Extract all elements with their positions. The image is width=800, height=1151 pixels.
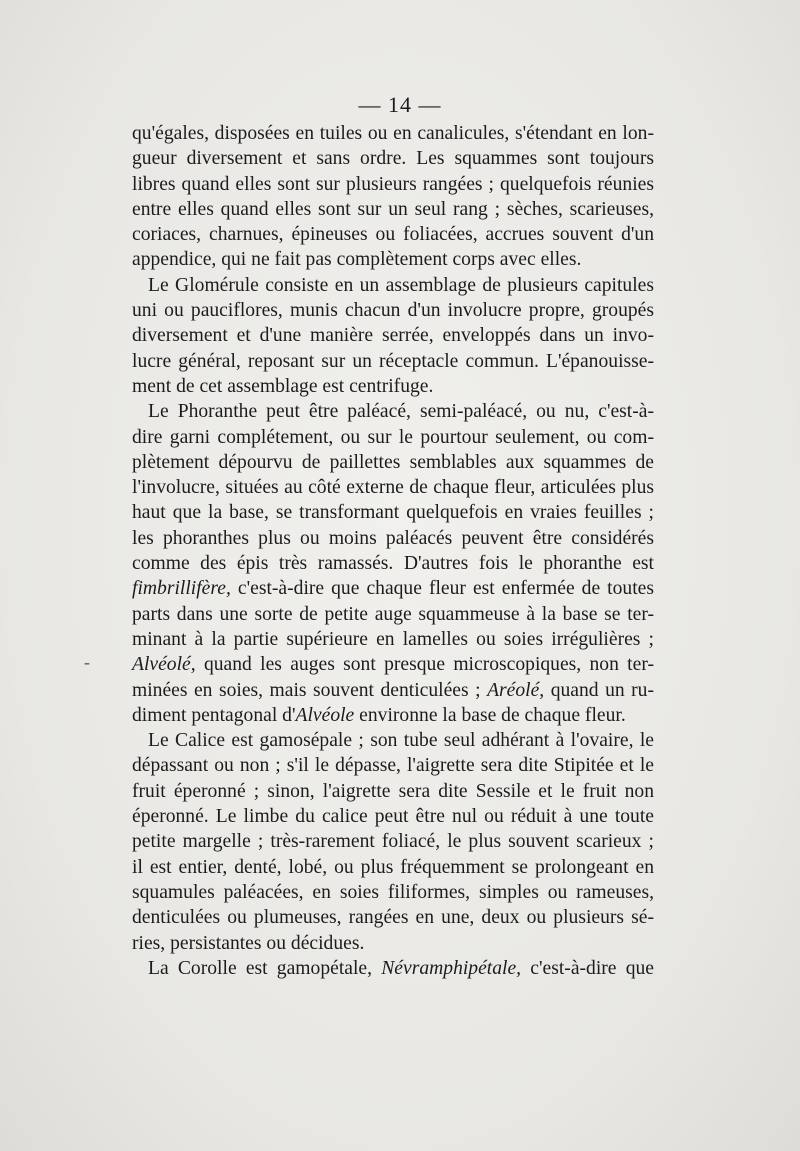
text-line (132, 855, 654, 880)
margin-mark: - (84, 652, 90, 672)
text-segment: Le Phoranthe peut être paléacé, semi-paléacé, ou nu, c'est-à- (148, 401, 654, 423)
text-segment: c'est-à-dire que chaque fleur est enfermée de toutes (230, 578, 654, 600)
text-segment: comme des épis très ramassés. D'autres fois le phoranthe est (132, 553, 654, 575)
italic-term: fimbrillifère, (132, 578, 231, 600)
text-segment: il est entier, denté, lobé, ou plus fréquemment se prolongeant en (132, 856, 654, 878)
text-line (132, 247, 654, 272)
text-segment: minant à la partie supérieure en lamelles ou soies irrégulières ; (132, 628, 654, 650)
text-segment: l'involucre, situées au côté externe de chaque fleur, articulées plus (132, 477, 654, 499)
text-segment: ries, persistantes ou décidues. (132, 932, 365, 954)
italic-term: Alvéolé, (132, 654, 196, 676)
text-segment: squamules paléacées, en soies filiformes, simples ou rameuses, (132, 881, 654, 903)
text-segment: uni ou pauciflores, munis chacun d'un involucre propre, groupés (132, 300, 654, 322)
text-segment: coriaces, charnues, épineuses ou foliacées, accrues souvent d'un (132, 224, 654, 246)
text-line (132, 652, 654, 677)
text-segment: lucre général, reposant sur un réceptacle commun. L'épanouisse- (132, 350, 654, 372)
text-line (132, 931, 654, 956)
text-segment: c'est-à-dire que (521, 957, 654, 979)
text-segment: La Corolle est gamopétale, (148, 957, 382, 979)
text-segment: quand un ru- (544, 679, 654, 701)
text-segment: ment de cet assemblage est centrifuge. (132, 375, 434, 397)
text-segment: quand les auges sont presque microscopiques, non ter- (195, 654, 654, 676)
text-line (132, 728, 654, 753)
italic-term: Névramphipétale, (381, 957, 522, 979)
text-line (132, 880, 654, 905)
text-line (132, 222, 654, 247)
text-segment: dépassant ou non ; s'il le dépasse, l'aigrette sera dite Stipitée et le (132, 755, 654, 777)
text-line (132, 602, 654, 627)
text-segment: Le Calice est gamosépale ; son tube seul adhérant à l'ovaire, le (148, 730, 654, 752)
text-line (132, 273, 654, 298)
text-line (132, 121, 654, 146)
text-line (132, 905, 654, 930)
text-line (132, 804, 654, 829)
text-line (132, 779, 654, 804)
text-line (132, 323, 654, 348)
text-line (132, 475, 654, 500)
text-line (132, 298, 654, 323)
text-segment: plètement dépourvu de paillettes semblables aux squammes de (132, 451, 654, 473)
text-segment: haut que la base, se transformant quelquefois en vraies feuilles ; (132, 502, 654, 524)
text-line (132, 576, 654, 601)
text-line (132, 425, 654, 450)
text-segment: fruit éperonné ; sinon, l'aigrette sera dite Sessile et le fruit non (132, 780, 654, 802)
text-line (132, 197, 654, 222)
text-line (132, 956, 654, 981)
italic-term: Alvéole (295, 704, 355, 726)
text-segment: parts dans une sorte de petite auge squammeuse à la base se ter- (132, 603, 654, 625)
text-line (132, 399, 654, 424)
text-segment: Le Glomérule consiste en un assemblage de plusieurs capitules (148, 274, 654, 296)
text-line (132, 703, 654, 728)
text-line (132, 627, 654, 652)
text-segment: minées en soies, mais souvent denticulées ; (132, 679, 488, 701)
text-segment: libres quand elles sont sur plusieurs rangées ; quelquefois réunies (132, 173, 654, 195)
text-segment: gueur diversement et sans ordre. Les squammes sont toujours (132, 148, 654, 170)
italic-term: Aréolé, (487, 679, 545, 701)
text-line (132, 753, 654, 778)
text-segment: entre elles quand elles sont sur un seul rang ; sèches, scarieuses, (132, 198, 654, 220)
text-segment: denticulées ou plumeuses, rangées en une, deux ou plusieurs sé- (132, 907, 654, 929)
text-segment: dire garni complétement, ou sur le pourtour seulement, ou com- (132, 426, 654, 448)
text-line (132, 374, 654, 399)
text-segment: les phoranthes plus ou moins paléacés peuvent être considérés (132, 527, 654, 549)
text-line (132, 172, 654, 197)
text-line (132, 551, 654, 576)
text-line (132, 349, 654, 374)
text-segment: éperonné. Le limbe du calice peut être nul ou réduit à une toute (132, 806, 654, 828)
text-segment: petite margelle ; très-rarement foliacé, le plus souvent scarieux ; (132, 831, 654, 853)
text-segment: qu'égales, disposées en tuiles ou en canalicules, s'étendant en lon- (132, 123, 654, 144)
text-line (132, 678, 654, 703)
text-segment: diment pentagonal d' (132, 704, 296, 726)
page-number: — 14 — (358, 92, 442, 117)
text-line (132, 829, 654, 854)
text-segment: environne la base de chaque fleur. (354, 704, 626, 726)
text-line (132, 450, 654, 475)
text-line (132, 146, 654, 171)
text-segment: diversement et d'une manière serrée, enveloppés dans un invo- (132, 325, 654, 347)
text-segment: appendice, qui ne fait pas complètement corps avec elles. (132, 249, 582, 271)
text-line (132, 500, 654, 525)
body-text (132, 121, 654, 981)
text-line (132, 526, 654, 551)
